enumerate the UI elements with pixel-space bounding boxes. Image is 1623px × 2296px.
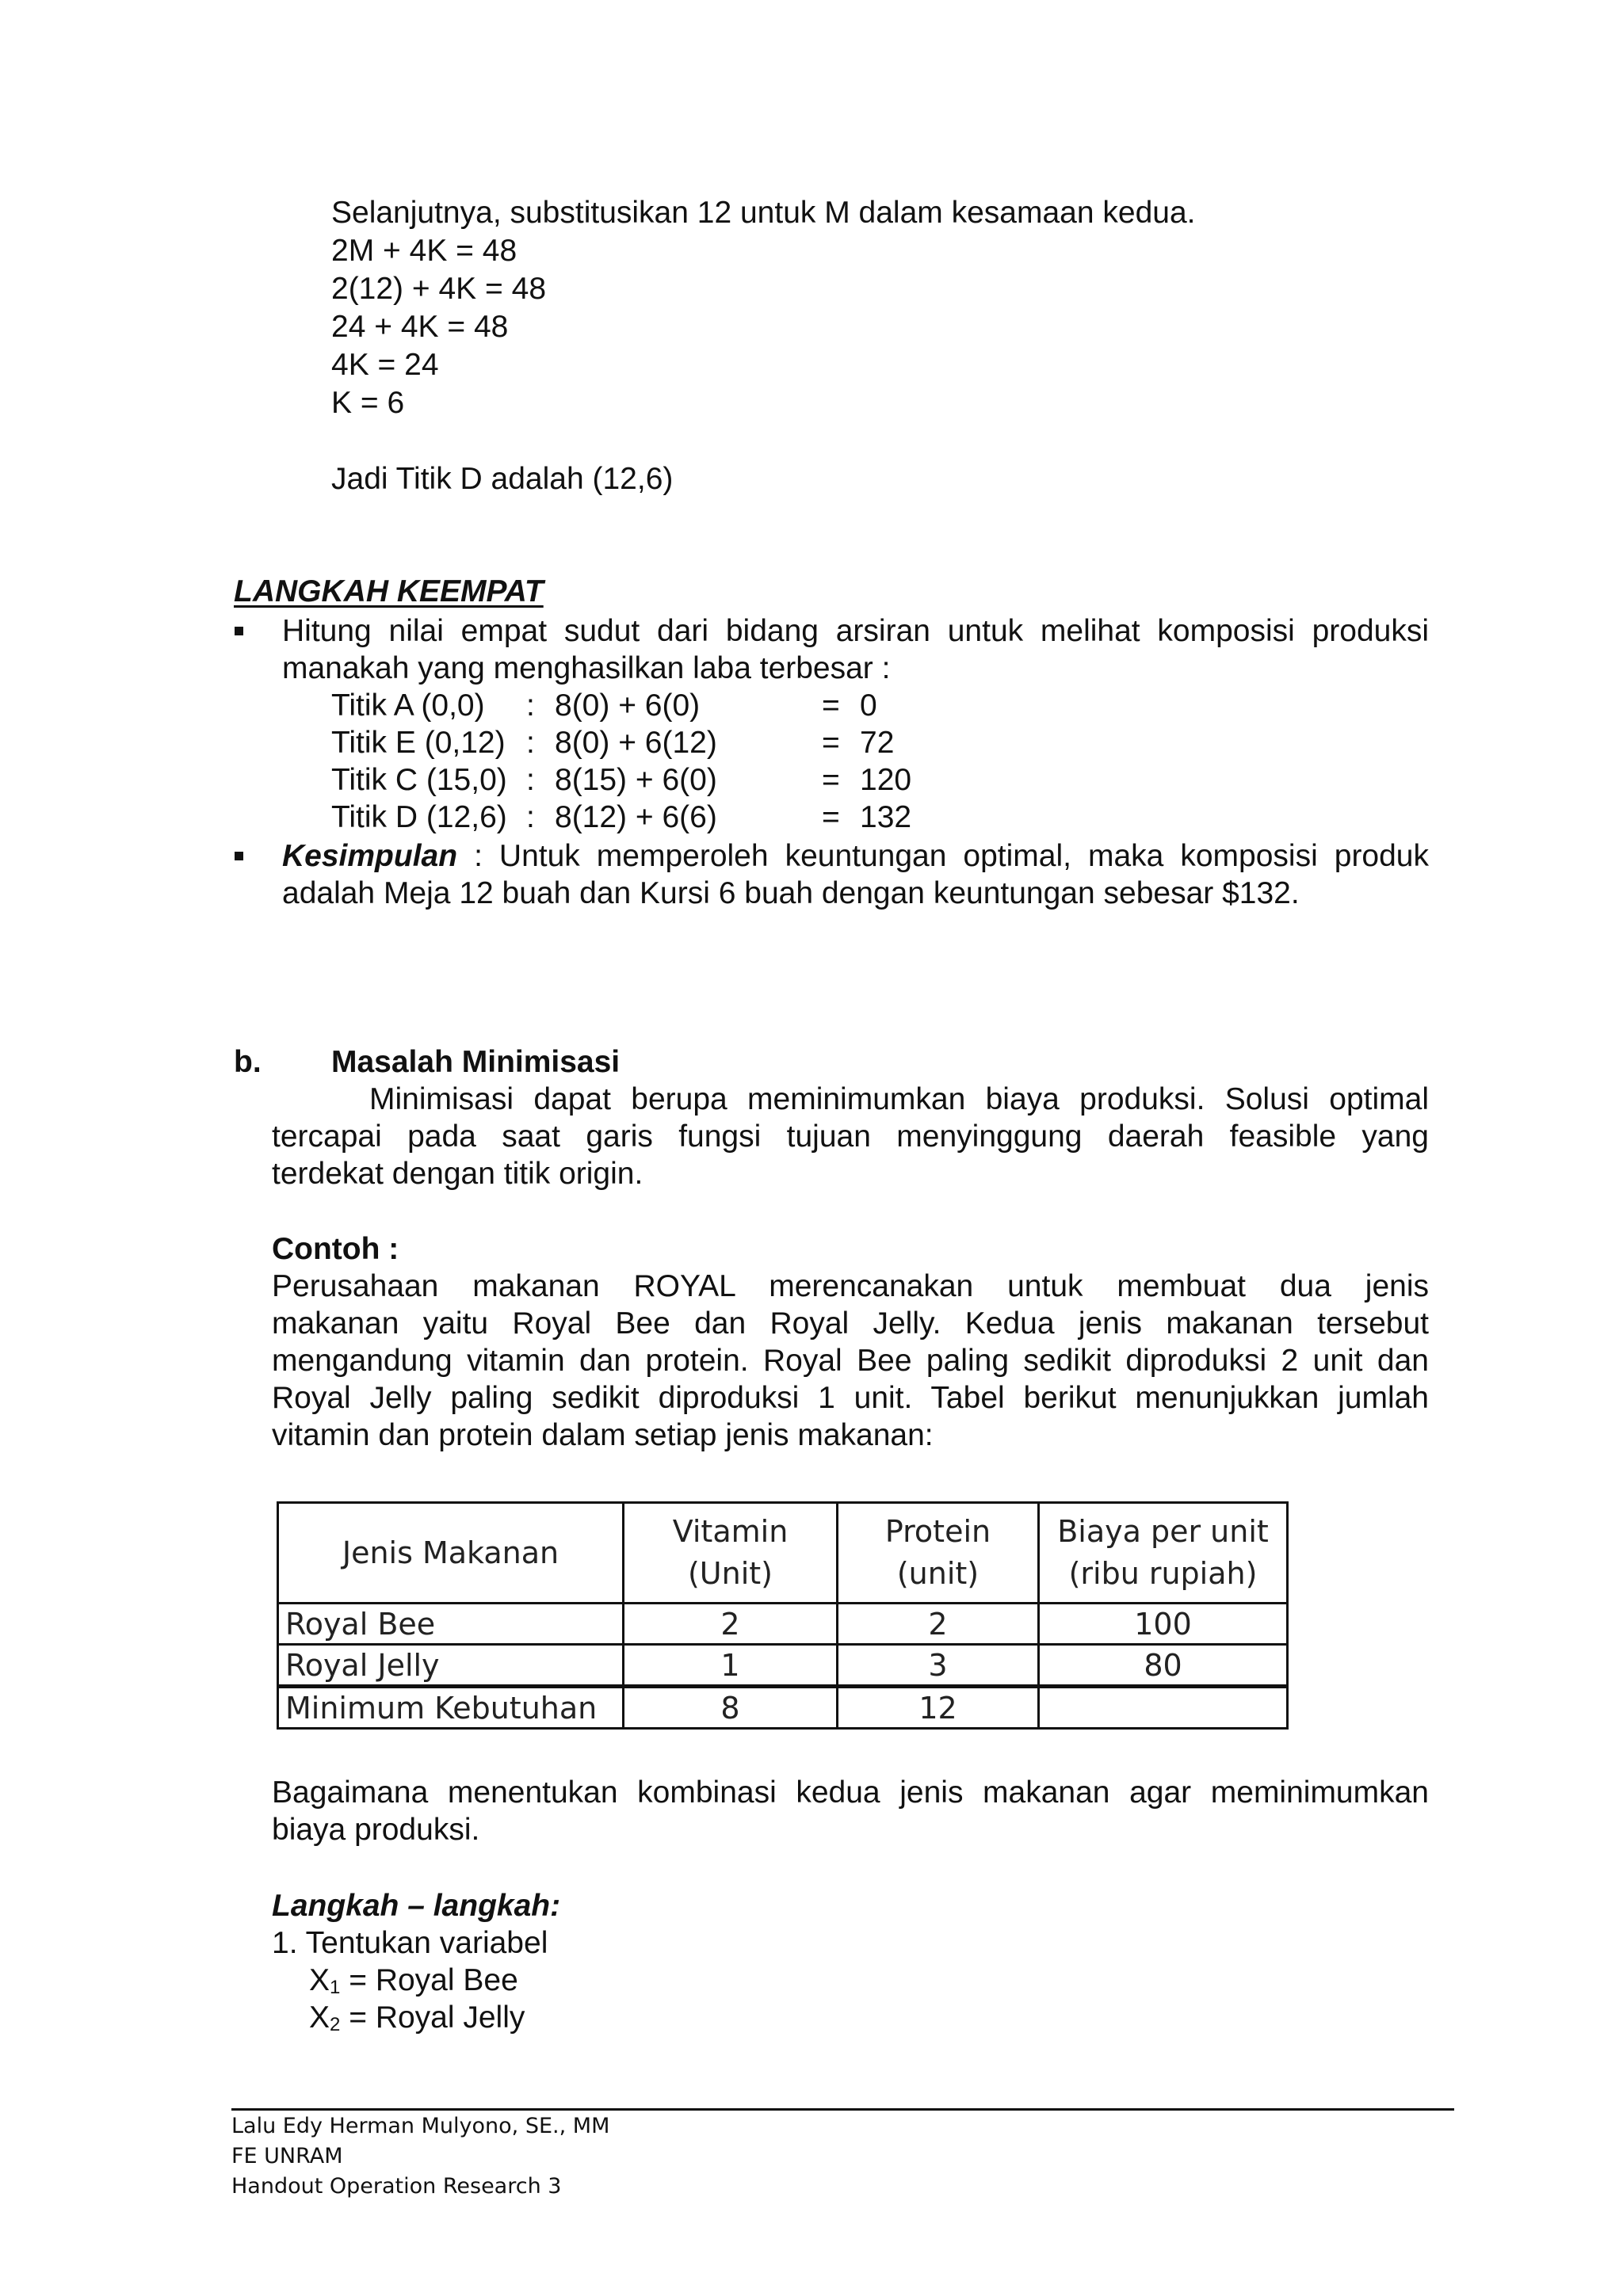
x1-var: X xyxy=(309,1963,330,1997)
variable-x2 xyxy=(309,1999,525,2044)
table-cell: 3 xyxy=(838,1645,1039,1687)
section-b-title: Masalah Minimisasi xyxy=(331,1045,621,1079)
kesimpulan-line1 xyxy=(282,837,1429,875)
x2-var: X xyxy=(309,2000,330,2035)
point-expr: 8(12) + 6(6) xyxy=(555,800,717,834)
x1-sub: 1 xyxy=(330,1977,341,1998)
table-header-row xyxy=(278,1503,1288,1604)
contoh-line4: Royal Jelly paling sedikit diproduksi 1 unit. Tabel berikut menunjukkan jumlah xyxy=(272,1381,1429,1415)
footer-document: Handout Operation Research 3 xyxy=(231,2174,562,2199)
point-eq: = xyxy=(822,800,840,834)
section-b-p1-line2: tercapai pada saat garis fungsi tujuan menyinggung daerah feasible yang xyxy=(272,1119,1429,1154)
table-row xyxy=(278,1645,1288,1687)
table-cell: 2 xyxy=(624,1604,838,1645)
point-label: Titik C (15,0) xyxy=(331,763,507,797)
question-line2: biaya produksi. xyxy=(272,1813,480,1847)
point-value: 132 xyxy=(860,800,912,834)
question-line1: Bagaimana menentukan kombinasi kedua jenis makanan agar meminimumkan xyxy=(272,1775,1429,1810)
table-row xyxy=(278,1687,1288,1729)
point-colon: : xyxy=(526,726,535,760)
point-colon: : xyxy=(526,800,535,834)
table-cell: Minimum Kebutuhan xyxy=(278,1687,624,1729)
table-row xyxy=(278,1604,1288,1645)
kesimpulan-text: : Untuk memperoleh keuntungan optimal, maka komposisi produk xyxy=(457,839,1429,873)
table-cell: 8 xyxy=(624,1687,838,1729)
bullet-2 xyxy=(235,852,243,860)
steps-heading: Langkah – langkah: xyxy=(272,1889,561,1923)
step4-bullet1-line2: manakah yang menghasilkan laba terbesar : xyxy=(282,651,891,685)
header-biaya: Biaya per unit xyxy=(1057,1514,1269,1549)
point-label: Titik D (12,6) xyxy=(331,800,507,834)
table-header-cell: Jenis Makanan xyxy=(278,1503,624,1604)
step4-heading: LANGKAH KEEMPAT xyxy=(234,574,544,608)
table-cell: 1 xyxy=(624,1645,838,1687)
point-eq: = xyxy=(822,763,840,797)
point-colon: : xyxy=(526,688,535,723)
footer-institution: FE UNRAM xyxy=(231,2144,343,2168)
point-eq: = xyxy=(822,688,840,723)
kesimpulan-line2: adalah Meja 12 buah dan Kursi 6 buah dengan keuntungan sebesar $132. xyxy=(282,876,1300,910)
step-1: 1. Tentukan variabel xyxy=(272,1926,548,1960)
footer-author: Lalu Edy Herman Mulyono, SE., MM xyxy=(231,2114,610,2138)
table-cell: 2 xyxy=(838,1604,1039,1645)
food-table xyxy=(277,1501,1289,1730)
contoh-line2: makanan yaitu Royal Bee dan Royal Jelly. Kedua jenis makanan tersebut xyxy=(272,1306,1429,1341)
table-cell: Royal Bee xyxy=(278,1604,624,1645)
x1-rest: = Royal Bee xyxy=(340,1963,518,1997)
table-header-cell: Vitamin (Unit) xyxy=(624,1503,838,1604)
point-expr: 8(15) + 6(0) xyxy=(555,763,717,797)
point-value: 0 xyxy=(860,688,877,723)
table-header-cell: Protein (unit) xyxy=(838,1503,1039,1604)
point-label: Titik E (0,12) xyxy=(331,726,506,760)
section-b-p1-line3: terdekat dengan titik origin. xyxy=(272,1157,643,1191)
intro-line-1: Selanjutnya, substitusikan 12 untuk M dalam kesamaan kedua. xyxy=(331,196,1196,230)
section-b-p1-line1: Minimisasi dapat berupa meminimumkan biaya produksi. Solusi optimal xyxy=(369,1082,1429,1116)
contoh-line1: Perusahaan makanan ROYAL merencanakan untuk membuat dua jenis xyxy=(272,1269,1429,1303)
point-expr: 8(0) + 6(12) xyxy=(555,726,717,760)
point-eq: = xyxy=(822,726,840,760)
intro-line-4: 24 + 4K = 48 xyxy=(331,310,509,344)
header-ribu-rupiah: (ribu rupiah) xyxy=(1068,1556,1258,1591)
point-label: Titik A (0,0) xyxy=(331,688,485,723)
table-header-cell xyxy=(1039,1503,1288,1604)
intro-line-2: 2M + 4K = 48 xyxy=(331,234,517,268)
x2-sub: 2 xyxy=(330,2014,341,2035)
point-colon: : xyxy=(526,763,535,797)
footer-divider xyxy=(231,2108,1454,2111)
x2-rest: = Royal Jelly xyxy=(340,2000,525,2035)
point-expr: 8(0) + 6(0) xyxy=(555,688,701,723)
intro-line-6: K = 6 xyxy=(331,386,405,420)
bullet-1 xyxy=(235,627,243,635)
point-value: 120 xyxy=(860,763,912,797)
contoh-line3: mengandung vitamin dan protein. Royal Bee paling sedikit diproduksi 2 unit dan xyxy=(272,1344,1429,1378)
table-cell: 100 xyxy=(1039,1604,1288,1645)
intro-line-5: 4K = 24 xyxy=(331,348,439,382)
contoh-heading: Contoh : xyxy=(272,1232,399,1266)
contoh-line5: vitamin dan protein dalam setiap jenis makanan: xyxy=(272,1418,934,1452)
intro-line-3: 2(12) + 4K = 48 xyxy=(331,272,547,306)
table-cell xyxy=(1039,1687,1288,1729)
table-cell: 12 xyxy=(838,1687,1039,1729)
point-value: 72 xyxy=(860,726,895,760)
intro-conclusion: Jadi Titik D adalah (12,6) xyxy=(331,462,674,496)
table-cell: Royal Jelly xyxy=(278,1645,624,1687)
step4-bullet1-line1: Hitung nilai empat sudut dari bidang arsiran untuk melihat komposisi produksi xyxy=(282,614,1429,648)
kesimpulan-label: Kesimpulan xyxy=(282,839,458,873)
table-cell: 80 xyxy=(1039,1645,1288,1687)
section-b-letter: b. xyxy=(234,1045,262,1079)
